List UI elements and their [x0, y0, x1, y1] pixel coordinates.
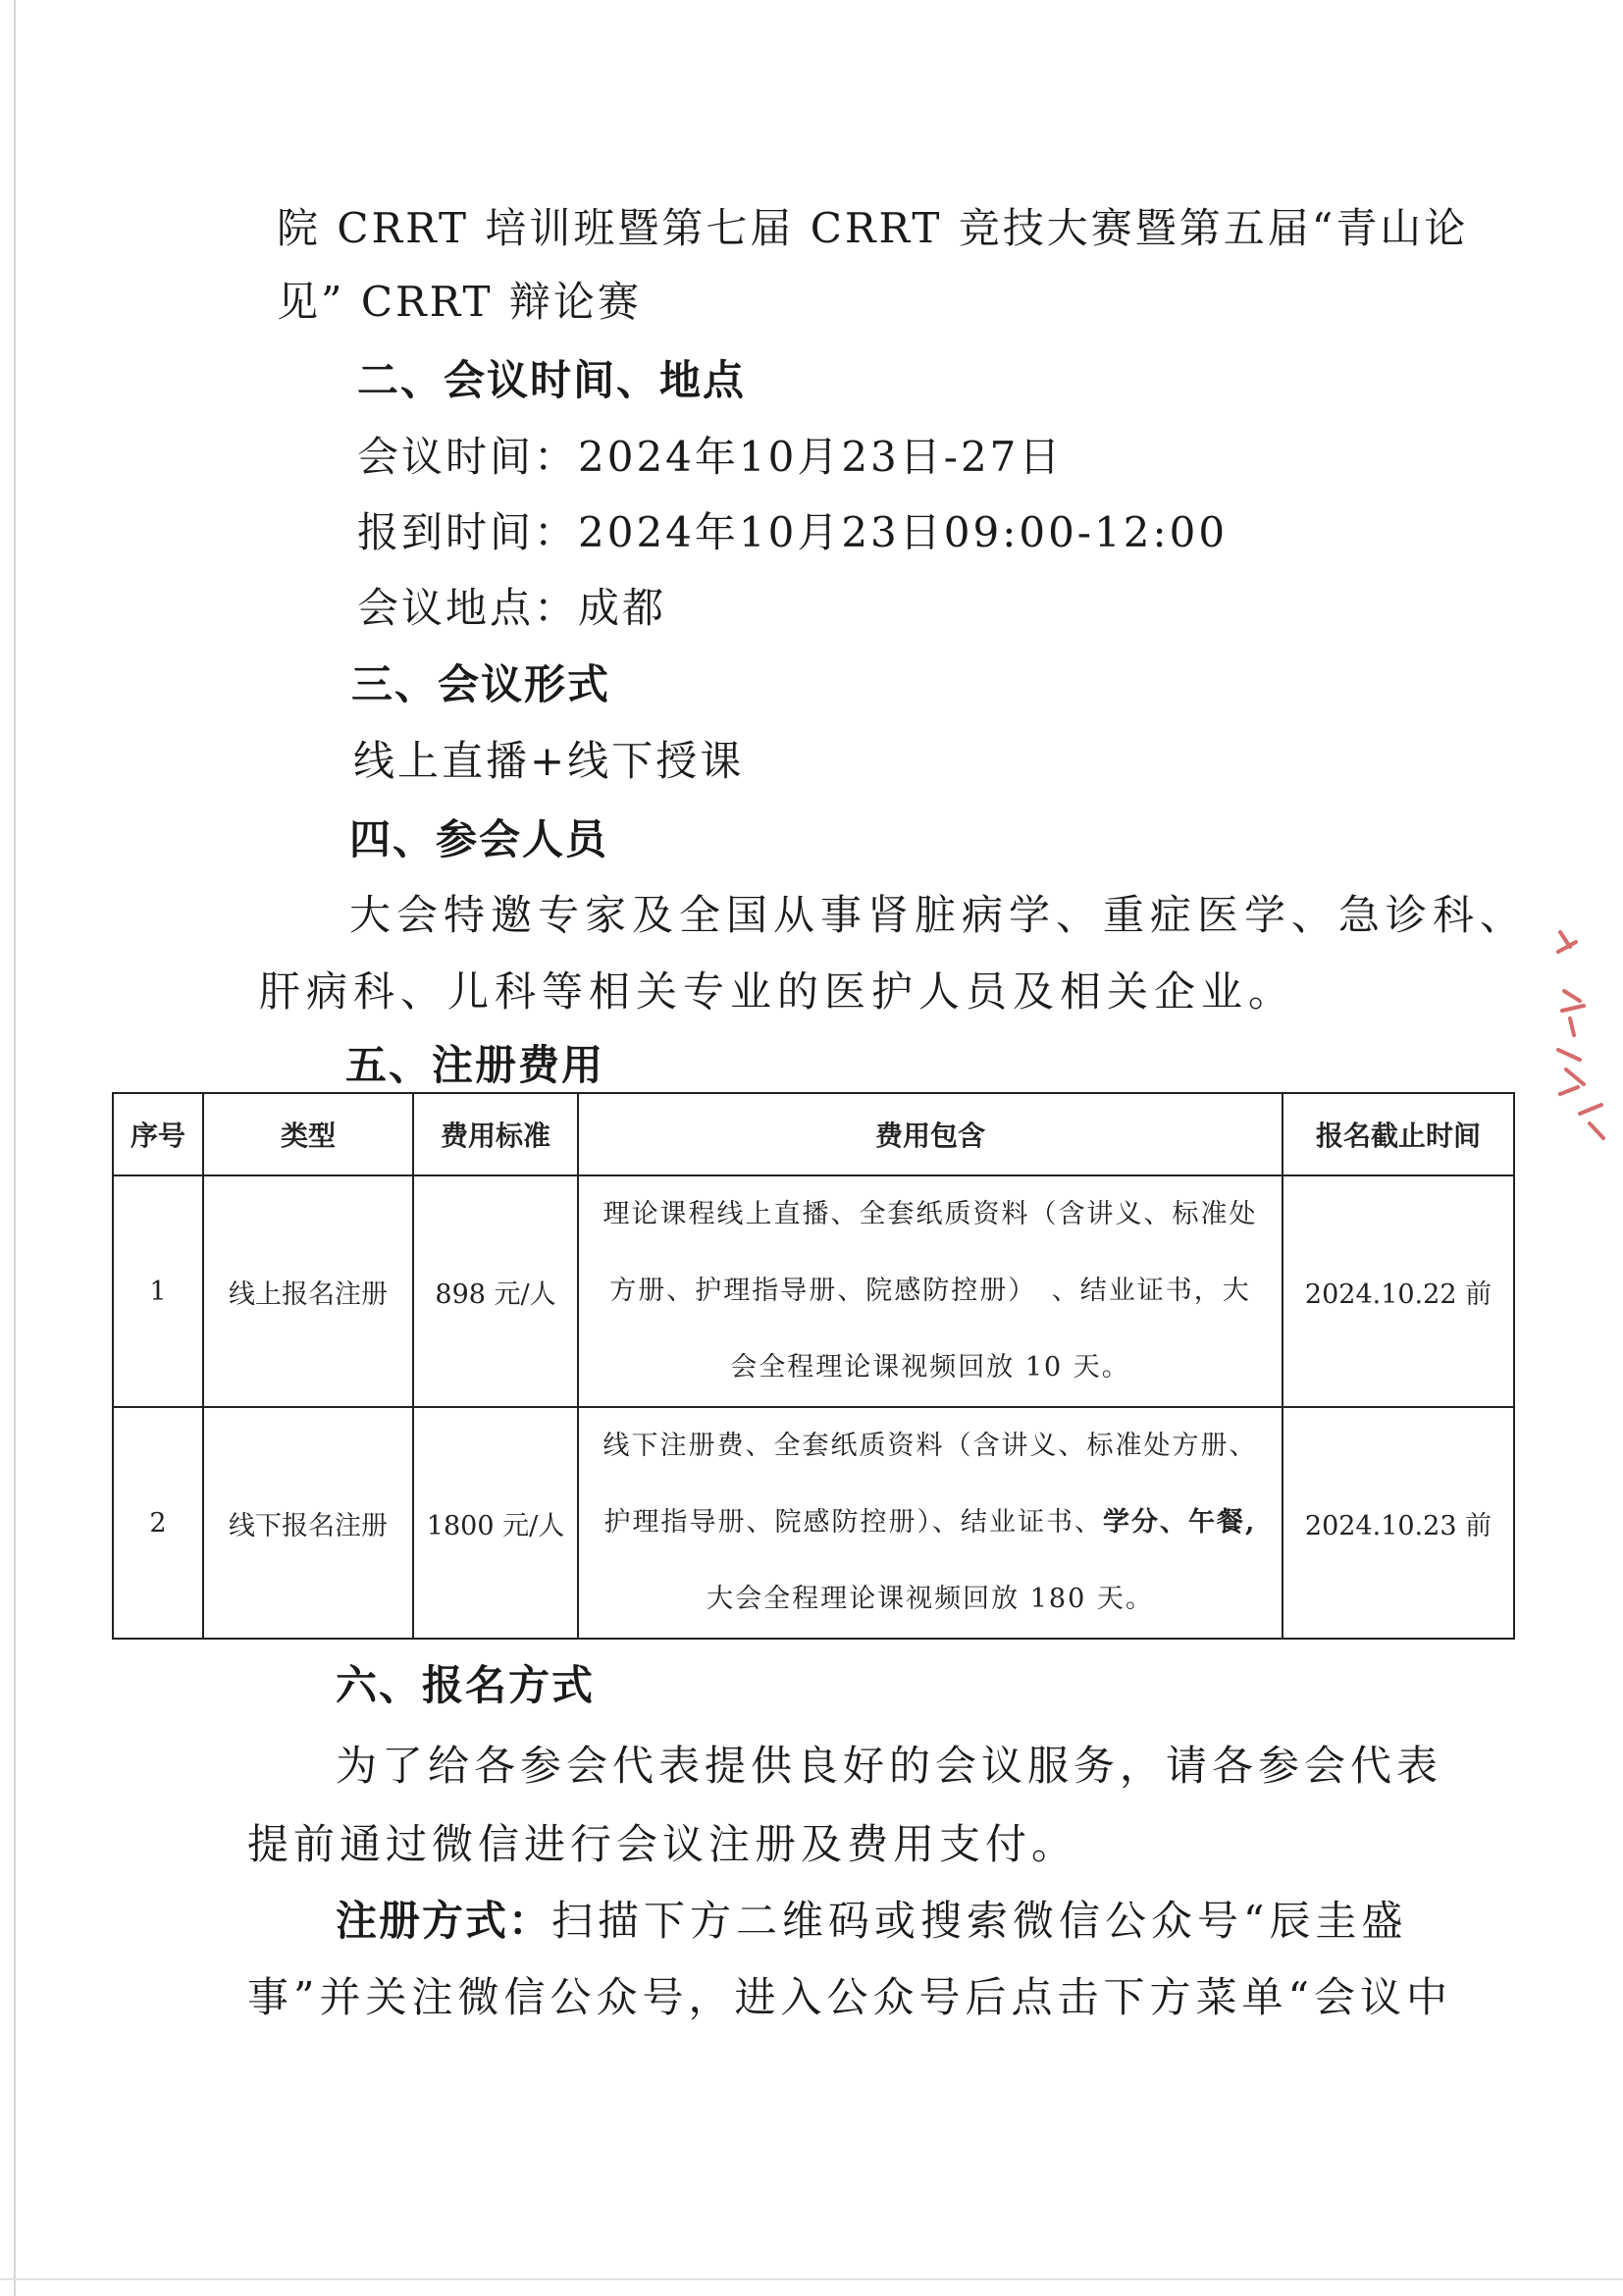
section-2-heading: 二、会议时间、地点 — [357, 356, 747, 404]
registration-method-label: 注册方式： — [336, 1897, 552, 1945]
intro-line-2: 见” CRRT 辩论赛 — [277, 278, 642, 326]
row-2-includes-line-1: 线下注册费、全套纸质资料（含讲义、标准处方册、 — [602, 1431, 1258, 1461]
row-1-no: 1 — [113, 1175, 203, 1407]
row-1-includes — [578, 1175, 1283, 1407]
meeting-format: 线上直播+线下授课 — [353, 737, 745, 785]
table-header-row — [113, 1093, 1514, 1175]
meeting-time: 会议时间：2024年10月23日-27日 — [357, 433, 1064, 481]
row-2-includes-line-3: 大会全程理论课视频回放 180 天。 — [707, 1584, 1154, 1614]
checkin-time: 报到时间：2024年10月23日09:00-12:00 — [357, 508, 1229, 556]
row-2-includes-line-2 — [593, 1485, 1268, 1561]
header-includes: 费用包含 — [578, 1093, 1283, 1175]
section-5-heading: 五、注册费用 — [345, 1041, 605, 1089]
header-no: 序号 — [113, 1093, 203, 1175]
registration-method-line-1 — [336, 1894, 1408, 1949]
scan-bottom-line — [0, 2278, 1623, 2280]
red-seal-stamp-fragment — [1550, 913, 1609, 1148]
section-4-heading: 四、参会人员 — [349, 815, 609, 863]
registration-method-text: 扫描下方二维码或搜索微信公众号“辰圭盛 — [551, 1897, 1408, 1945]
row-2-includes — [578, 1407, 1283, 1639]
method-line-1: 为了给各参会代表提供良好的会议服务，请各参会代表 — [336, 1742, 1443, 1790]
attendees-line-2: 肝病科、儿科等相关专业的医护人员及相关企业。 — [259, 967, 1296, 1016]
row-2-deadline: 2024.10.23 前 — [1283, 1407, 1514, 1639]
header-deadline: 报名截止时间 — [1283, 1093, 1514, 1175]
header-fee: 费用标准 — [413, 1093, 578, 1175]
scan-edge-line — [14, 0, 16, 2296]
row-2-includes-line-2a: 护理指导册、院感防控册）、结业证书、 — [603, 1507, 1104, 1538]
header-type: 类型 — [203, 1093, 413, 1175]
row-2-includes-bold: 学分、午餐, — [1103, 1507, 1257, 1538]
row-1-deadline: 2024.10.22 前 — [1283, 1175, 1514, 1407]
row-2-fee: 1800 元/人 — [413, 1407, 578, 1639]
section-3-heading: 三、会议形式 — [351, 660, 611, 708]
intro-line-1: 院 CRRT 培训班暨第七届 CRRT 竞技大赛暨第五届“青山论 — [277, 204, 1469, 252]
row-1-includes-line-3: 会全程理论课视频回放 10 天。 — [730, 1352, 1130, 1383]
row-1-includes-line-1: 理论课程线上直播、全套纸质资料（含讲义、标准处 — [602, 1199, 1258, 1229]
row-2-no: 2 — [113, 1407, 203, 1639]
registration-fee-table — [112, 1092, 1515, 1640]
meeting-location: 会议地点：成都 — [357, 584, 667, 632]
registration-method-line-2: 事”并关注微信公众号，进入公众号后点击下方菜单“会议中 — [247, 1973, 1452, 2021]
attendees-line-1: 大会特邀专家及全国从事肾脏病学、重症医学、急诊科、 — [349, 891, 1528, 939]
table-row — [113, 1175, 1514, 1407]
table-row — [113, 1407, 1514, 1639]
row-1-includes-line-2: 方册、护理指导册、院感防控册） 、结业证书，大 — [609, 1276, 1251, 1306]
row-1-fee: 898 元/人 — [413, 1175, 578, 1407]
row-1-type: 线上报名注册 — [203, 1175, 413, 1407]
row-2-type: 线下报名注册 — [203, 1407, 413, 1639]
method-line-2: 提前通过微信进行会议注册及费用支付。 — [247, 1820, 1078, 1868]
section-6-heading: 六、报名方式 — [336, 1661, 596, 1709]
